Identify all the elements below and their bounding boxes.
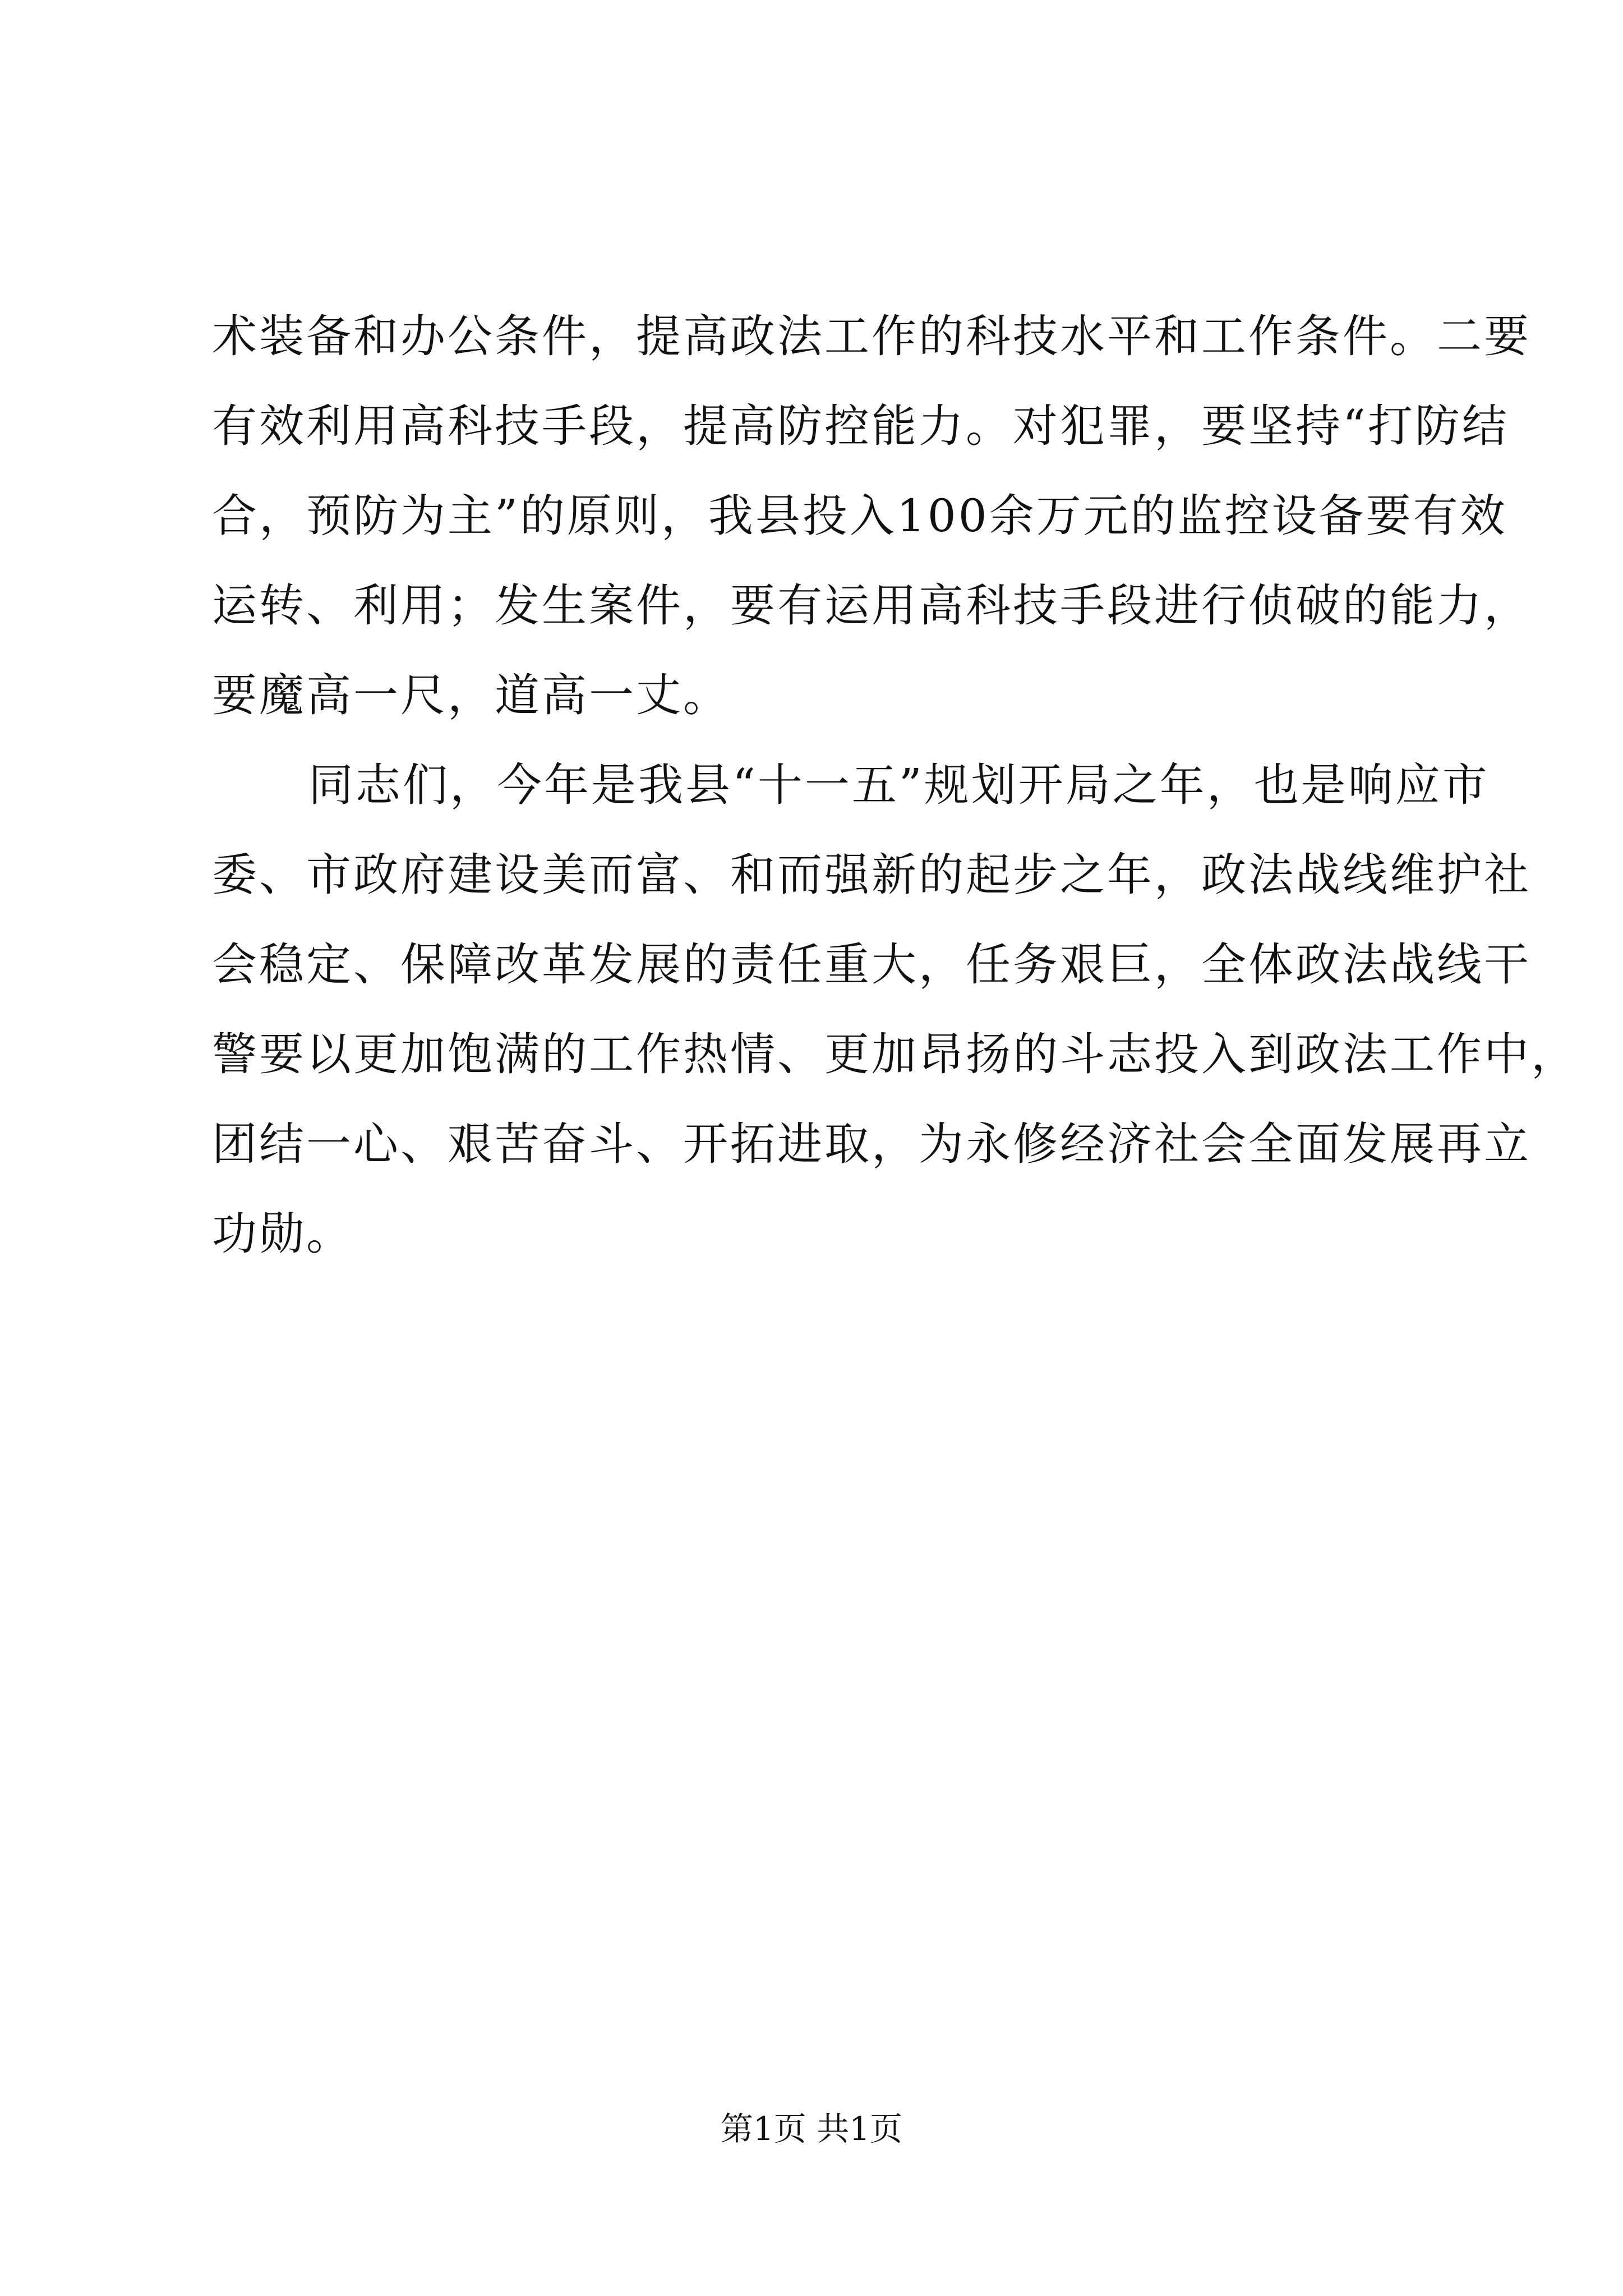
paragraph-1-line-4: 运转、利用；发生案件，要有运用高科技手段进行侦破的能力， bbox=[212, 579, 1531, 632]
paragraph-2-line-6: 功勋。 bbox=[212, 1208, 353, 1260]
paragraph-2-line-3: 会稳定、保障改革发展的责任重大，任务艰巨，全体政法战线干 bbox=[212, 938, 1531, 991]
paragraph-1-line-1: 术装备和办公条件，提高政法工作的科技水平和工作条件。二要 bbox=[212, 310, 1531, 362]
page-number-footer: 第1页 共1页 bbox=[720, 2110, 903, 2148]
paragraph-1-line-3: 合，预防为主”的原则，我县投入100余万元的监控设备要有效 bbox=[212, 490, 1507, 542]
paragraph-2-line-4: 警要以更加饱满的工作热情、更加昂扬的斗志投入到政法工作中， bbox=[212, 1028, 1578, 1080]
paragraph-2-line-5: 团结一心、艰苦奋斗、开拓进取，为永修经济社会全面发展再立 bbox=[212, 1118, 1531, 1170]
paragraph-1-line-5: 要魔高一尺，道高一丈。 bbox=[212, 669, 730, 721]
paragraph-2-line-1: 同志们，今年是我县“十一五”规划开局之年，也是响应市 bbox=[308, 759, 1490, 811]
paragraph-1-line-2: 有效利用高科技手段，提高防控能力。对犯罪，要坚持“打防结 bbox=[212, 400, 1509, 452]
document-body bbox=[212, 292, 1578, 1279]
paragraph-2-line-2: 委、市政府建设美而富、和而强新的起步之年，政法战线维护社 bbox=[212, 849, 1531, 901]
